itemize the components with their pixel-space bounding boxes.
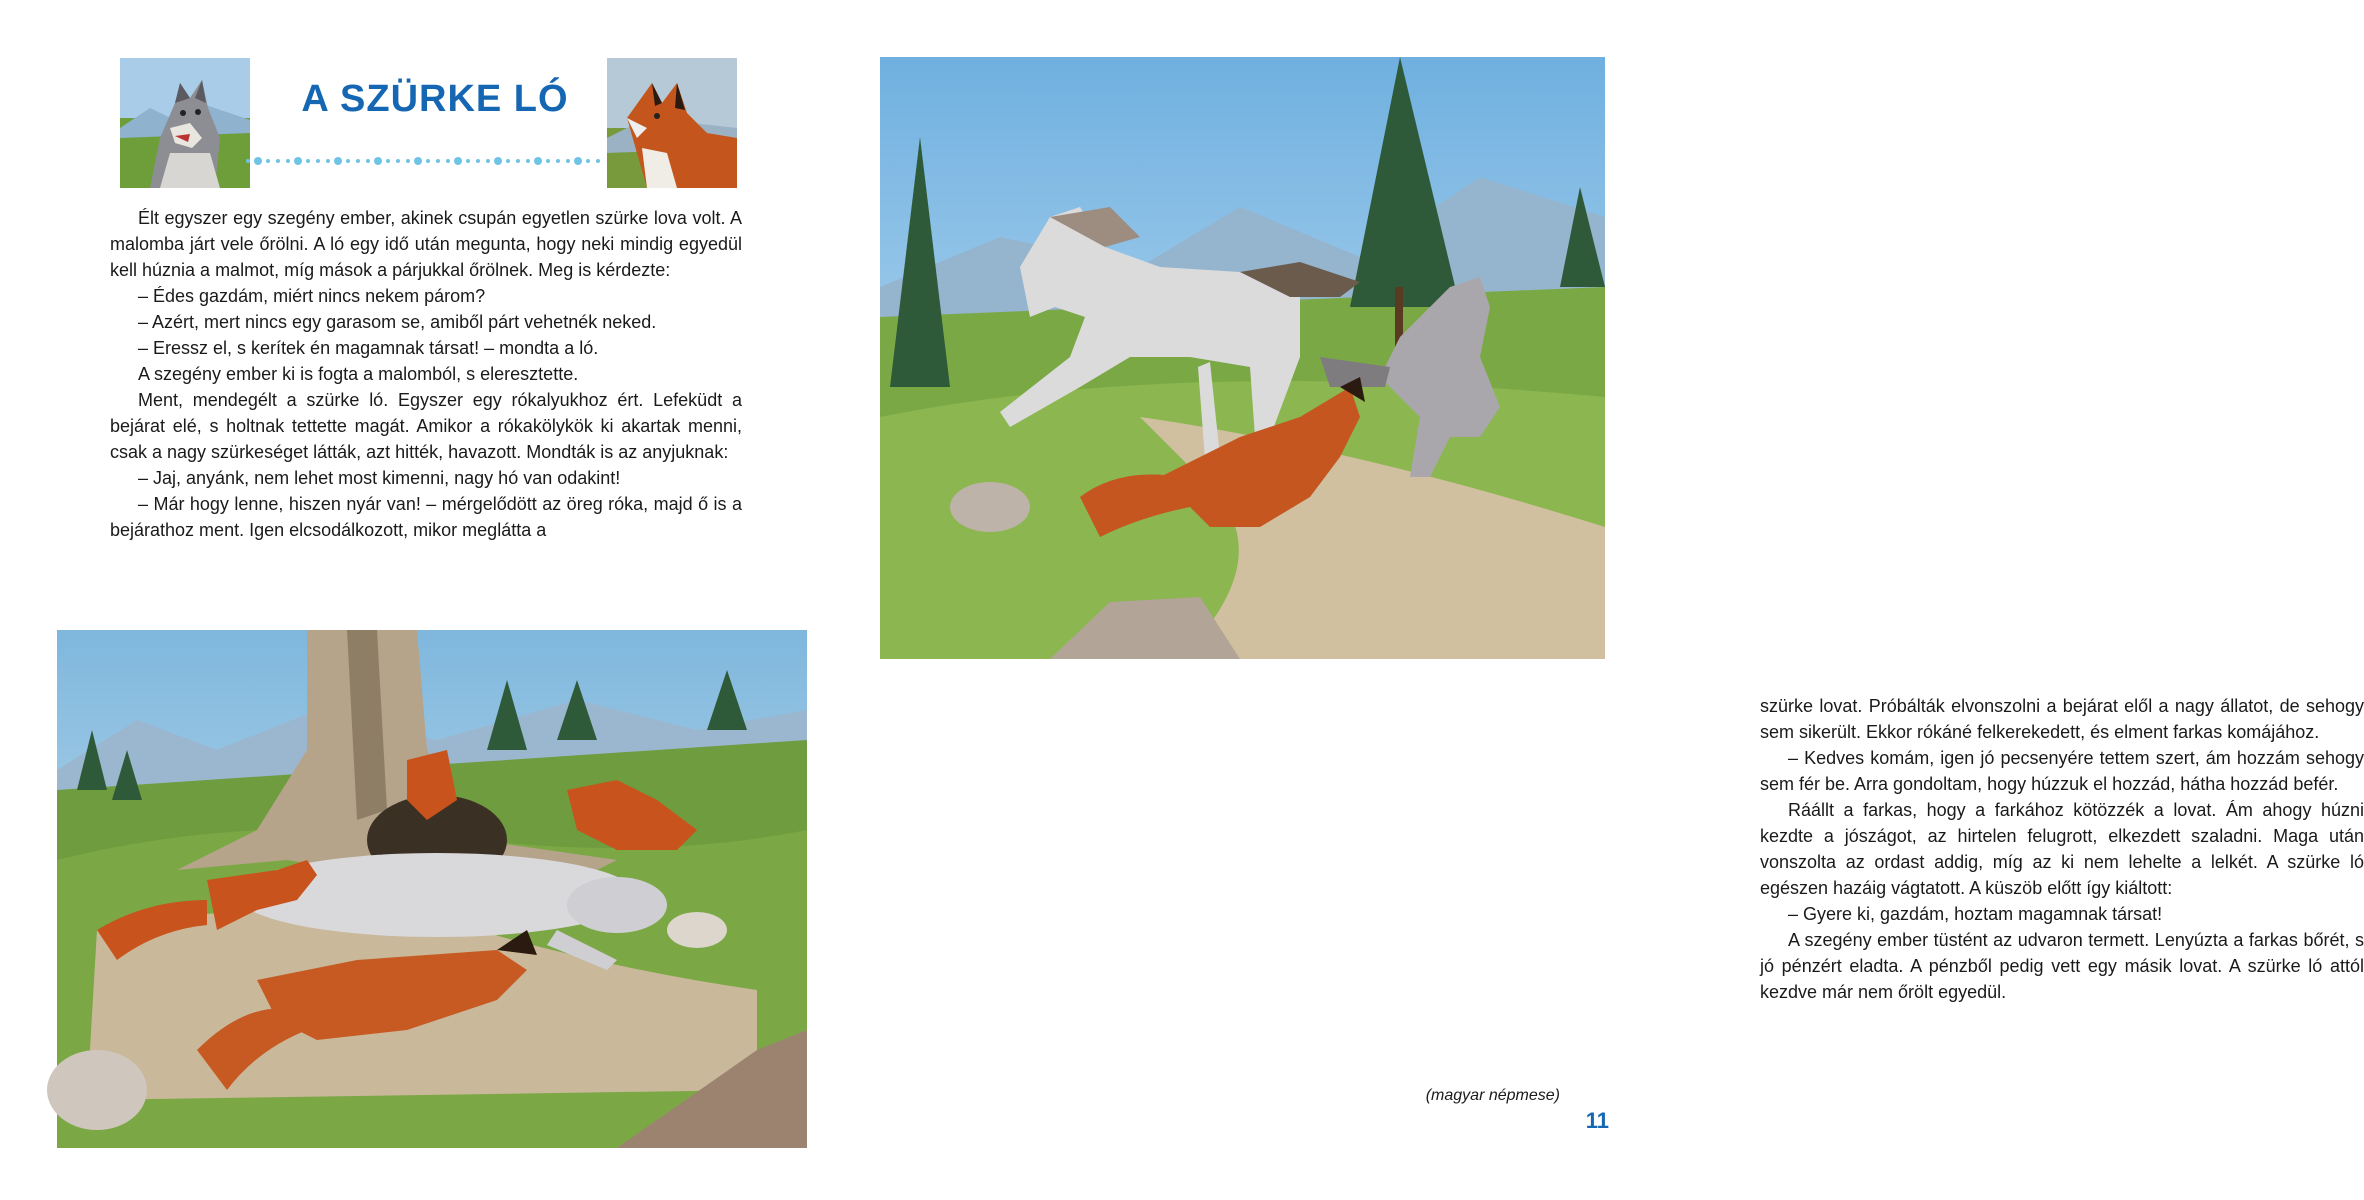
right-page	[832, 0, 2364, 1200]
decoration-dot	[396, 159, 400, 163]
decoration-dot	[574, 157, 582, 165]
wolf-portrait-icon	[120, 58, 250, 188]
dialog-line: – Eressz el, s kerítek én magamnak társat! – mondta a ló.	[138, 338, 599, 358]
decoration-dot	[596, 159, 600, 163]
decoration-dot	[436, 159, 440, 163]
decoration-dot	[346, 159, 350, 163]
decoration-dot	[334, 157, 342, 165]
decoration-dot	[254, 157, 262, 165]
decoration-dot	[386, 159, 390, 163]
decoration-dot	[506, 159, 510, 163]
left-page	[0, 0, 832, 1200]
dialog-line: – Édes gazdám, miért nincs nekem párom?	[138, 286, 486, 306]
decoration-dot	[276, 159, 280, 163]
decoration-dot	[516, 159, 520, 163]
decoration-dot	[356, 159, 360, 163]
decoration-dot	[526, 159, 530, 163]
fox-den-image	[57, 630, 807, 1148]
decoration-dot	[534, 157, 542, 165]
decoration-dot	[476, 159, 480, 163]
title-dots-decoration	[243, 155, 613, 167]
decoration-dot	[406, 159, 410, 163]
decoration-dot	[414, 157, 422, 165]
left-column-text	[110, 205, 742, 543]
decoration-dot	[326, 159, 330, 163]
wolf-medallion	[120, 58, 250, 188]
decoration-dot	[454, 157, 462, 165]
fox-medallion	[607, 58, 737, 188]
decoration-dot	[294, 157, 302, 165]
page-number: 11	[1585, 1108, 1609, 1133]
story-paragraph: szürke lovat. Próbálták elvonszolni a bejárat elől a nagy állatot, de sehogy sem sikerült. Ekkor rókáné felkerekedett, és elment farkas komájához.	[1760, 696, 2364, 742]
story-paragraph: A szegény ember ki is fogta a malomból, s eleresztette.	[138, 364, 579, 384]
decoration-dot	[366, 159, 370, 163]
decoration-dot	[426, 159, 430, 163]
decoration-dot	[466, 159, 470, 163]
story-paragraph: Ment, mendegélt a szürke ló. Egyszer egy rókalyukhoz ért. Lefeküdt a bejárat elé, s holtnak tettette magát. Amikor a rókakölykök ki akartak menni, csak a nagy szürkeséget látták, azt hitték, havazott. Mondták is az anyjuknak:	[110, 390, 742, 462]
right-column-text	[1760, 693, 2364, 1005]
decoration-dot	[266, 159, 270, 163]
decoration-dot	[546, 159, 550, 163]
decoration-dot	[566, 159, 570, 163]
decoration-dot	[494, 157, 502, 165]
story-paragraph: Élt egyszer egy szegény ember, akinek csupán egyetlen szürke lova volt. A malomba járt vele őrölni. A ló egy idő után megunta, hogy neki mindig egyedül kell húznia a malmot, míg mások a párjukkal őrölnek. Meg is kérdezte:	[110, 208, 742, 280]
dialog-line: – Gyere ki, gazdám, hoztam magamnak társat!	[1788, 904, 2163, 924]
decoration-dot	[486, 159, 490, 163]
dialog-line: – Kedves komám, igen jó pecsenyére tettem szert, ám hozzám sehogy sem fér be. Arra gondoltam, hogy húzzuk el hozzád, hátha hozzád befér.	[1760, 748, 2364, 794]
decoration-dot	[286, 159, 290, 163]
story-title: A SZÜRKE LÓ	[301, 78, 569, 120]
fox-portrait-icon	[607, 58, 737, 188]
dialog-line: – Már hogy lenne, hiszen nyár van! – mérgelődött az öreg róka, majd ő is a bejárathoz ment. Igen elcsodálkozott, mikor meglátta a	[110, 494, 742, 540]
decoration-dot	[374, 157, 382, 165]
horse-wolf-fox-image	[880, 57, 1605, 659]
decoration-dot	[446, 159, 450, 163]
decoration-dot	[306, 159, 310, 163]
horse-wolf-fox-illustration	[880, 57, 1605, 659]
decoration-dot	[556, 159, 560, 163]
story-source: (magyar népmese)	[1425, 1087, 1560, 1104]
decoration-dot	[316, 159, 320, 163]
story-paragraph: Ráállt a farkas, hogy a farkához kötözzék a lovat. Ám ahogy húzni kezdte a jószágot, az hirtelen felugrott, elkezdett szaladni. Maga után vonszolta az ordast addig, míg az ki nem lehelte a lelkét. A szürke ló egészen hazáig vágtatott. A küszöb előtt így kiáltott:	[1760, 800, 2364, 898]
story-paragraph: A szegény ember tüstént az udvaron termett. Lenyúzta a farkas bőrét, s jó pénzért eladta. A pénzből pedig vett egy másik lovat. A szürke ló attól kezdve már nem őrölt egyedül.	[1760, 930, 2364, 1002]
fox-den-illustration	[57, 630, 807, 1148]
decoration-dot	[246, 159, 250, 163]
decoration-dot	[586, 159, 590, 163]
dialog-line: – Jaj, anyánk, nem lehet most kimenni, nagy hó van odakint!	[138, 468, 621, 488]
dialog-line: – Azért, mert nincs egy garasom se, amiből párt vehetnék neked.	[138, 312, 657, 332]
